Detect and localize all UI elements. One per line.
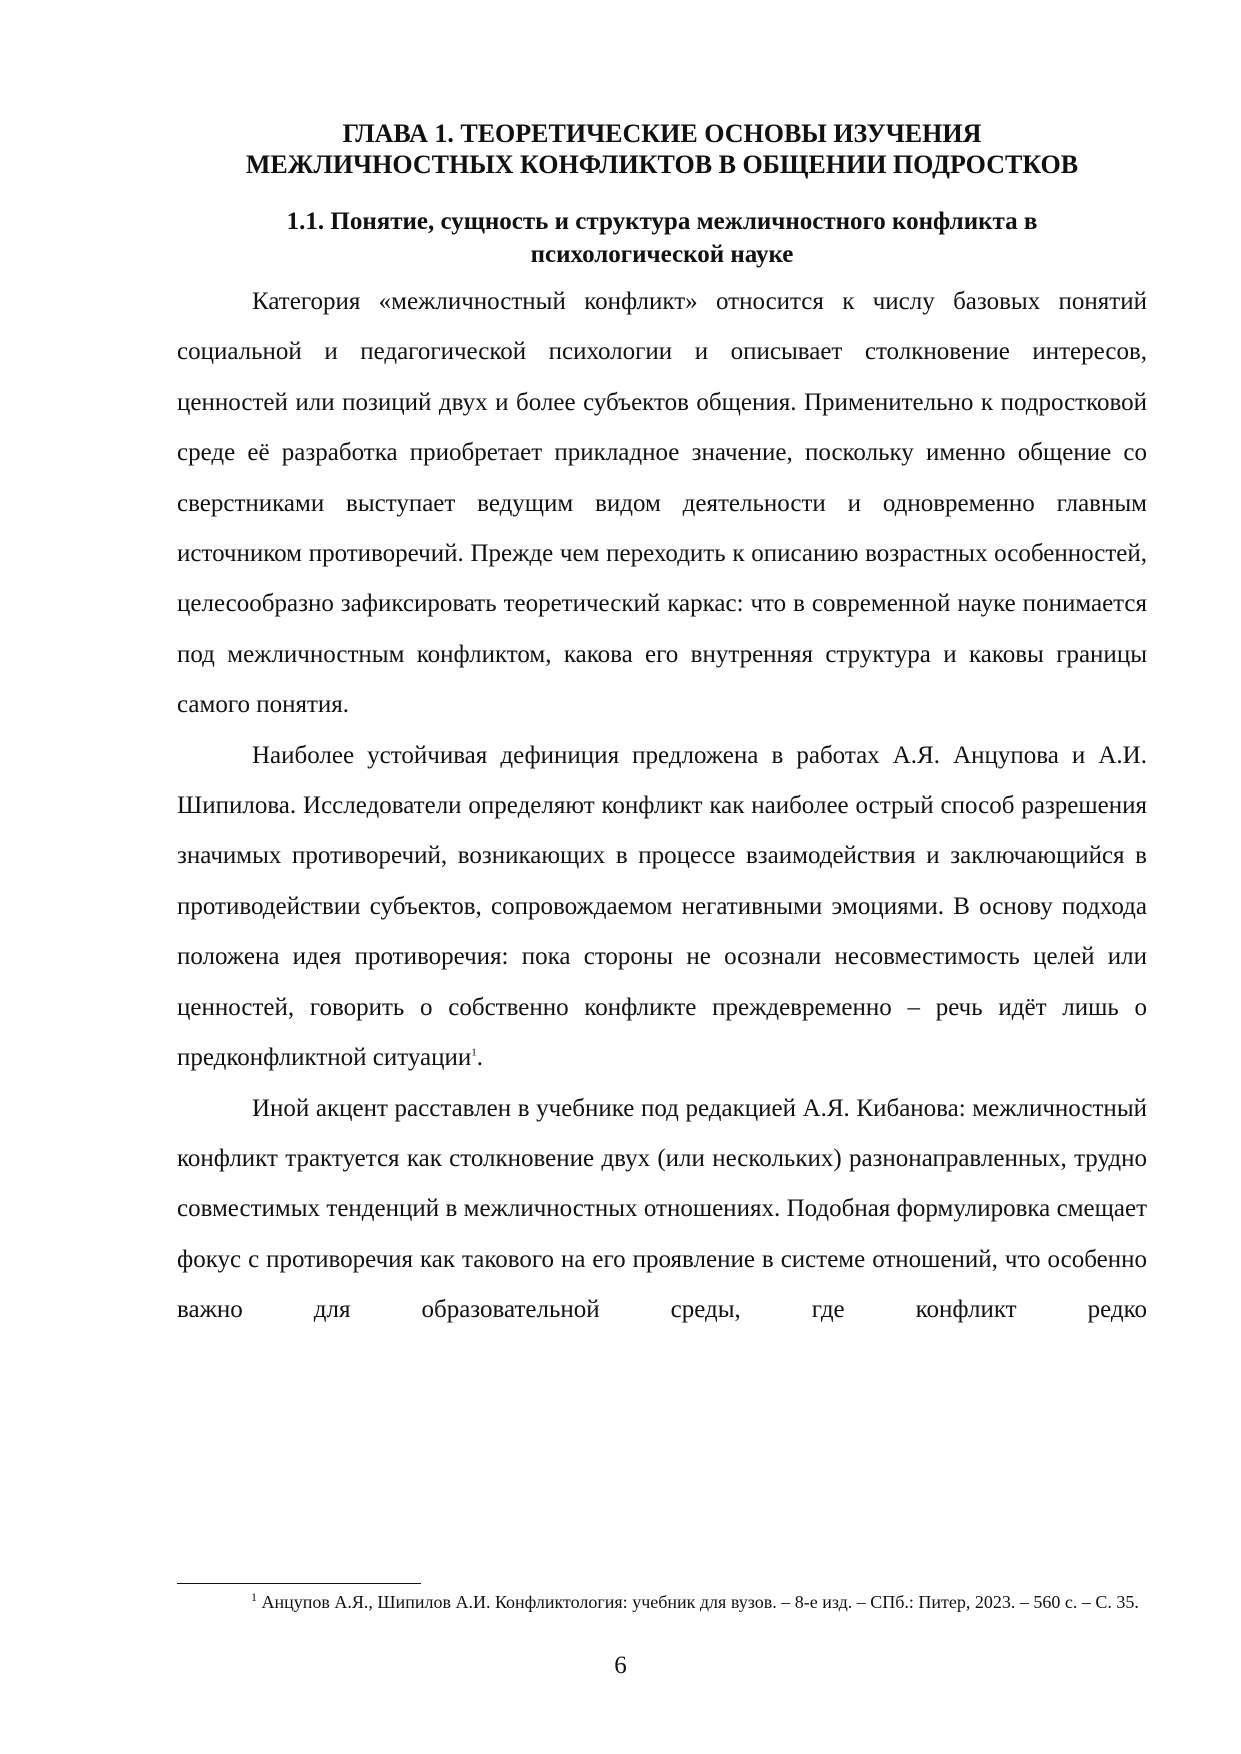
footnote-reference[interactable]: 1 (471, 1046, 477, 1059)
chapter-title (177, 118, 1147, 180)
footnote (177, 1590, 1147, 1614)
paragraph-3: Иной акцент расставлен в учебнике под редакцией А.Я. Кибанова: межличностный конфликт трактуется как столкновение двух (или нескольких) разнонаправленных, трудно совместимых тенденций в межличностных отношениях. Подобная формулировка смещает фокус с противоречия как такового на его проявление в системе отношений, что особенно важно для образовательной среды, где конфликт редко (177, 1094, 1147, 1324)
paragraph-1: Категория «межличностный конфликт» относится к числу базовых понятий социальной и педагогической психологии и описывает столкновение интересов, ценностей или позиций двух и более субъектов общения. Применительно к подростковой среде её разработка приобретает прикладное значение, поскольку именно общение со сверстниками выступает ведущим видом деятельности и одновременно главным источником противоречий. Прежде чем переходить к описанию возрастных особенностей, целесообразно зафиксировать теоретический каркас: что в современной науке понимается под межличностным конфликтом, какова его внутренняя структура и каковы границы самого понятия. (177, 288, 1147, 719)
page-number: 6 (614, 1652, 627, 1679)
page-body (177, 118, 1147, 1336)
paragraph-2 (177, 731, 1147, 1084)
paragraph-2-text: Наиболее устойчивая дефиниция предложена в работах А.Я. Анцупова и А.И. Шипилова. Исследователи определяют конфликт как наиболее острый способ разрешения значимых противоречий, возникающих в процессе взаимодействия и заключающийся в противодействии субъектов, сопровождаемом негативными эмоциями. В основу подхода положена идея противоречия: пока стороны не осознали несовместимость целей или ценностей, говорить о собственно конфликте преждевременно – речь идёт лишь о предконфликтной ситуации (177, 741, 1147, 1072)
section-title (177, 205, 1147, 271)
section-title-line-2: психологической науке (530, 241, 794, 268)
footnote-separator (177, 1583, 421, 1584)
paragraph-2-end: . (476, 1044, 484, 1072)
section-title-line-1: 1.1. Понятие, сущность и структура межличностного конфликта в (286, 208, 1038, 235)
footnote-text: Анцупов А.Я., Шипилов А.И. Конфликтология: учебник для вузов. – 8-е изд. – СПб.: Питер, 2023. – 560 с. – С. 35. (261, 1592, 1139, 1612)
footnote-marker: 1 (251, 1590, 257, 1604)
chapter-title-line-1: ГЛАВА 1. ТЕОРЕТИЧЕСКИЕ ОСНОВЫ ИЗУЧЕНИЯ (342, 119, 982, 148)
chapter-title-line-2: МЕЖЛИЧНОСТНЫХ КОНФЛИКТОВ В ОБЩЕНИИ ПОДРОСТКОВ (245, 150, 1079, 179)
